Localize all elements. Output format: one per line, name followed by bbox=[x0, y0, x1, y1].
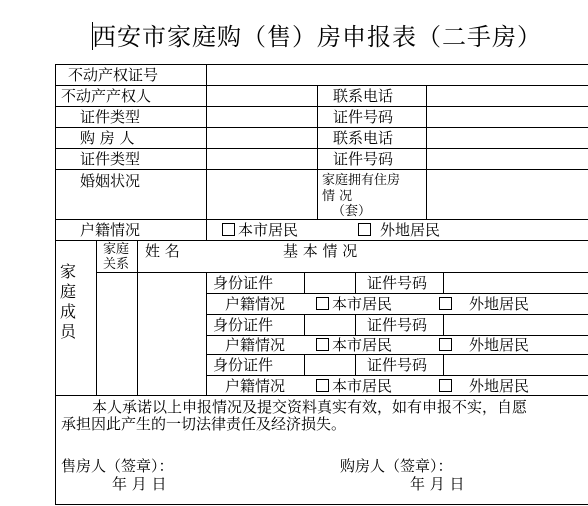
option-local-2-label: 本市居民 bbox=[332, 336, 393, 354]
label-buyer: 购 房 人 bbox=[80, 129, 135, 147]
label-relation: 家庭 bbox=[103, 242, 130, 257]
label-owner-id-type: 证件类型 bbox=[80, 108, 141, 126]
option-local-resident-label: 本市居民 bbox=[238, 221, 299, 239]
option-nonlocal-2-label: 外地居民 bbox=[469, 336, 530, 354]
checkbox-local-2[interactable] bbox=[316, 338, 329, 351]
option-nonlocal-3[interactable] bbox=[439, 377, 529, 395]
label-basic-info: 基 本 情 况 bbox=[283, 242, 358, 260]
option-nonlocal-2[interactable] bbox=[439, 336, 529, 354]
option-nonlocal-resident-label: 外地居民 bbox=[380, 221, 441, 239]
seller-signature-label: 售房人（签章）： bbox=[61, 457, 174, 475]
option-nonlocal-3-label: 外地居民 bbox=[469, 377, 530, 395]
label-name: 姓 名 bbox=[145, 242, 180, 260]
checkbox-nonlocal-resident[interactable] bbox=[358, 223, 371, 236]
seller-date: 年 月 日 bbox=[112, 475, 167, 493]
option-local-3[interactable] bbox=[316, 377, 392, 395]
label-household-1: 户籍情况 bbox=[225, 295, 286, 313]
label-id-no-1: 证件号码 bbox=[367, 274, 428, 292]
option-local-resident[interactable] bbox=[222, 221, 298, 239]
option-local-2[interactable] bbox=[316, 336, 392, 354]
buyer-signature-label: 购房人（签章）： bbox=[340, 457, 453, 475]
label-id-card-3: 身份证件 bbox=[213, 356, 274, 374]
label-buyer-phone: 联系电话 bbox=[333, 129, 394, 147]
label-id-card-2: 身份证件 bbox=[213, 316, 274, 334]
label-family-members: 家庭成员 bbox=[60, 262, 77, 341]
label-housing-owned-unit: （套） bbox=[332, 204, 372, 219]
label-household-2: 户籍情况 bbox=[225, 336, 286, 354]
buyer-date: 年 月 日 bbox=[410, 475, 465, 493]
label-id-no-2: 证件号码 bbox=[367, 316, 428, 334]
declaration-text-line2: 承担因此产生的一切法律责任及经济损失。 bbox=[61, 415, 347, 433]
option-local-1-label: 本市居民 bbox=[332, 295, 393, 313]
option-local-3-label: 本市居民 bbox=[332, 377, 393, 395]
option-nonlocal-1-label: 外地居民 bbox=[469, 295, 530, 313]
option-nonlocal-resident[interactable] bbox=[358, 221, 440, 239]
label-housing-owned: 家庭拥有住房 bbox=[322, 173, 401, 188]
label-owner-phone: 联系电话 bbox=[333, 87, 394, 105]
checkbox-local-1[interactable] bbox=[316, 297, 329, 310]
option-nonlocal-1[interactable] bbox=[439, 295, 529, 313]
checkbox-local-3[interactable] bbox=[316, 379, 329, 392]
label-id-card-1: 身份证件 bbox=[213, 274, 274, 292]
label-property-cert-no: 不动产权证号 bbox=[68, 66, 159, 84]
checkbox-nonlocal-2[interactable] bbox=[439, 338, 452, 351]
label-property-owner: 不动产产权人 bbox=[61, 87, 152, 105]
checkbox-nonlocal-3[interactable] bbox=[439, 379, 452, 392]
label-marital-status: 婚姻状况 bbox=[80, 172, 141, 190]
label-buyer-id-type: 证件类型 bbox=[80, 150, 141, 168]
label-housing-owned-line2: 情 况 bbox=[322, 189, 353, 204]
label-household-3: 户籍情况 bbox=[225, 377, 286, 395]
label-relation-line2: 关系 bbox=[103, 257, 130, 272]
label-household: 户籍情况 bbox=[80, 221, 141, 239]
label-owner-id-no: 证件号码 bbox=[333, 108, 394, 126]
label-id-no-3: 证件号码 bbox=[367, 356, 428, 374]
option-local-1[interactable] bbox=[316, 295, 392, 313]
checkbox-nonlocal-1[interactable] bbox=[439, 297, 452, 310]
checkbox-local-resident[interactable] bbox=[222, 223, 235, 236]
form-title: 西安市家庭购（售）房申报表（二手房） bbox=[92, 23, 542, 51]
label-buyer-id-no: 证件号码 bbox=[333, 150, 394, 168]
declaration-text: 本人承诺以上申报情况及提交资料真实有效，如有申报不实，自愿 bbox=[92, 398, 528, 416]
